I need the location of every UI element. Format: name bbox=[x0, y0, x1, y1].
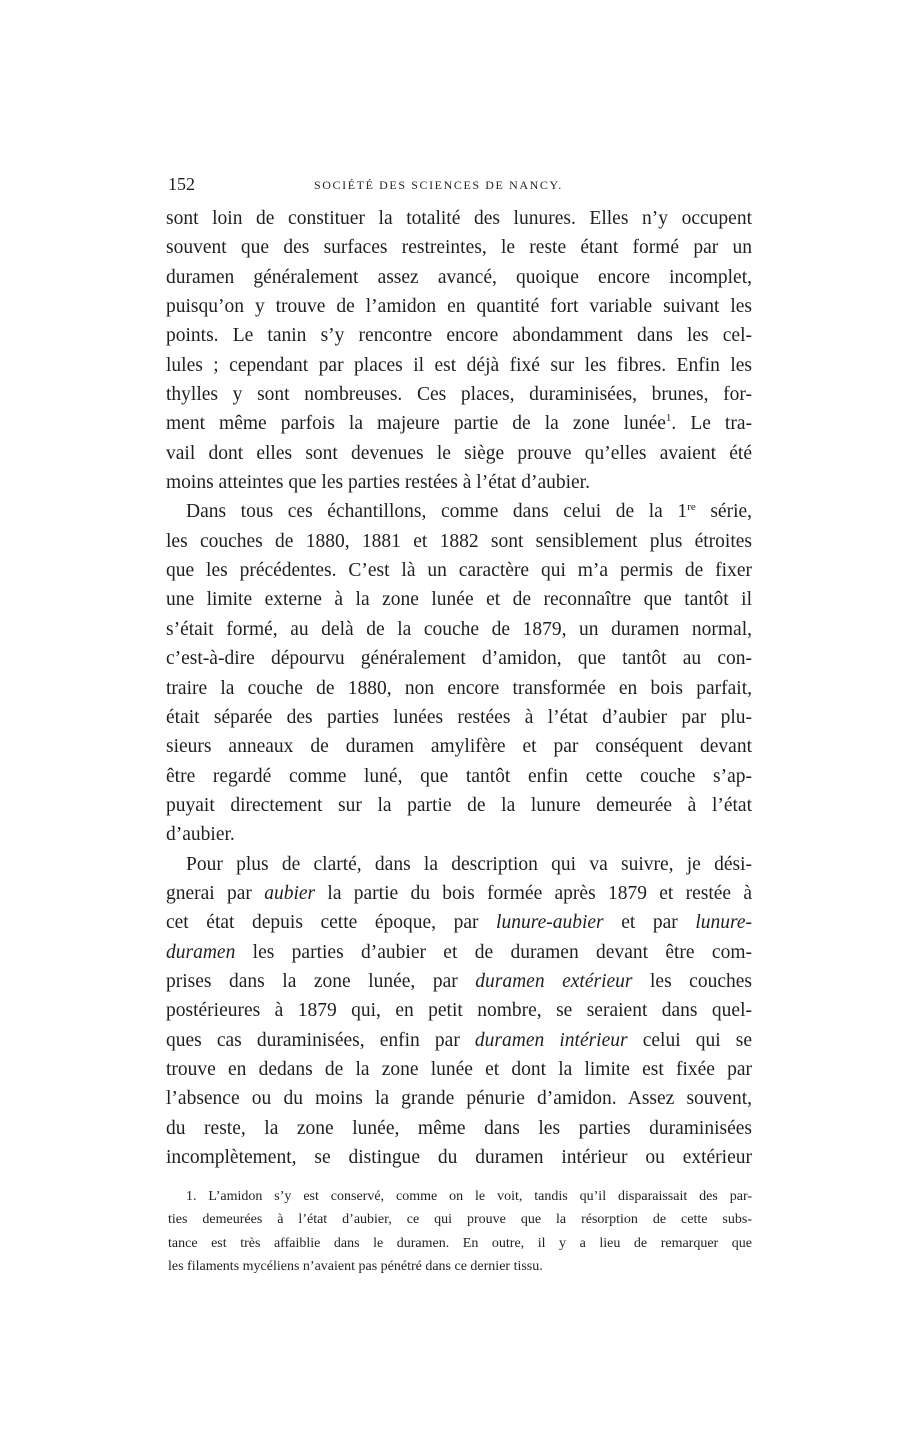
text-segment: ques cas duraminisées, enfin par bbox=[166, 1029, 475, 1051]
text-segment: les parties d’aubier et de duramen devant être com- bbox=[235, 941, 752, 963]
text-line: moins atteintes que les parties restées à l’état d’aubier. bbox=[166, 472, 590, 494]
footnote bbox=[168, 1185, 752, 1278]
text-line: être regardé comme luné, que tantôt enfin cette couche s’ap- bbox=[166, 765, 752, 787]
text-segment: Dans tous ces échantillons, comme dans celui de la 1 bbox=[186, 501, 688, 523]
running-header bbox=[168, 174, 752, 196]
text-line: était séparée des parties lunées restées à l’état d’aubier par plu- bbox=[166, 706, 752, 728]
text-line bbox=[166, 908, 752, 937]
text-line: Pour plus de clarté, dans la description qui va suivre, je dési- bbox=[186, 853, 752, 875]
text-line: lules ; cependant par places il est déjà fixé sur les fibres. Enfin les bbox=[166, 354, 752, 376]
text-line: points. Le tanin s’y rencontre encore abondamment dans les cel- bbox=[166, 325, 752, 347]
text-segment: . Le tra- bbox=[671, 413, 752, 435]
text-line: incomplètement, se distingue du duramen intérieur ou extérieur bbox=[166, 1147, 752, 1168]
text-line bbox=[166, 879, 752, 908]
text-line: sieurs anneaux de duramen amylifère et par conséquent devant bbox=[166, 736, 752, 758]
text-segment: et par bbox=[603, 912, 696, 934]
text-line: c’est-à-dire dépourvu généralement d’amidon, que tantôt au con- bbox=[166, 648, 752, 670]
text-line: traire la couche de 1880, non encore transformée en bois parfait, bbox=[166, 677, 752, 699]
text-line: puisqu’on y trouve de l’amidon en quantité fort variable suivant les bbox=[166, 296, 752, 318]
text-line: s’était formé, au delà de la couche de 1879, un duramen normal, bbox=[166, 618, 752, 640]
text-line: postérieures à 1879 qui, en petit nombre, se seraient dans quel- bbox=[166, 1000, 752, 1022]
text-line: les couches de 1880, 1881 et 1882 sont sensiblement plus étroites bbox=[166, 530, 752, 552]
text-line: sont loin de constituer la totalité des lunures. Elles n’y occupent bbox=[166, 208, 752, 229]
text-line bbox=[166, 938, 752, 967]
italic-term: aubier bbox=[264, 882, 316, 904]
italic-term: duramen bbox=[166, 941, 236, 963]
running-title: SOCIÉTÉ DES SCIENCES DE NANCY. bbox=[314, 178, 563, 192]
text-line bbox=[166, 409, 752, 438]
text-line: d’aubier. bbox=[166, 824, 235, 846]
italic-term: duramen intérieur bbox=[474, 1029, 628, 1051]
italic-term: lunure- bbox=[695, 912, 752, 934]
italic-term: duramen extérieur bbox=[475, 970, 633, 992]
text-segment: la partie du bois formée après 1879 et restée à bbox=[315, 882, 752, 904]
text-segment: série, bbox=[695, 501, 753, 523]
text-line: souvent que des surfaces restreintes, le reste étant formé par un bbox=[166, 237, 752, 259]
text-line: une limite externe à la zone lunée et de reconnaître que tantôt il bbox=[166, 589, 752, 611]
text-line: thylles y sont nombreuses. Ces places, duraminisées, brunes, for- bbox=[166, 384, 752, 406]
footnote-line: 1. L’amidon s’y est conservé, comme on le voit, tandis qu’il disparaissait des par- bbox=[186, 1189, 752, 1204]
text-segment: celui qui se bbox=[627, 1029, 752, 1051]
text-segment: gnerai par bbox=[166, 882, 265, 904]
text-line: l’absence ou du moins la grande pénurie d’amidon. Assez souvent, bbox=[166, 1088, 752, 1110]
text-line: trouve en dedans de la zone lunée et dont la limite est fixée par bbox=[166, 1058, 752, 1080]
text-segment: prises dans la zone lunée, par bbox=[166, 970, 476, 992]
text-line: du reste, la zone lunée, même dans les parties duraminisées bbox=[166, 1117, 752, 1139]
footnote-line: ties demeurées à l’état d’aubier, ce qui prouve que la résorption de cette subs- bbox=[168, 1212, 752, 1228]
page-number: 152 bbox=[168, 174, 195, 194]
text-line bbox=[166, 967, 752, 996]
text-segment: cet état depuis cette époque, par bbox=[166, 912, 497, 934]
text-line bbox=[166, 1026, 752, 1055]
text-segment: ment même parfois la majeure partie de la zone lunée bbox=[166, 413, 666, 435]
footnote-line: tance est très affaiblie dans le duramen. En outre, il y a lieu de remarquer que bbox=[168, 1235, 752, 1251]
italic-term: lunure-aubier bbox=[496, 912, 604, 934]
text-line: vail dont elles sont devenues le siège prouve qu’elles avaient été bbox=[166, 442, 752, 464]
text-line: duramen généralement assez avancé, quoique encore incomplet, bbox=[166, 266, 752, 288]
text-segment: les couches bbox=[632, 970, 752, 992]
footnote-line: les filaments mycéliens n’avaient pas pénétré dans ce dernier tissu. bbox=[168, 1258, 543, 1274]
body-text bbox=[166, 204, 752, 1172]
text-line: que les précédentes. C’est là un caractère qui m’a permis de fixer bbox=[166, 560, 752, 582]
text-line: puyait directement sur la partie de la lunure demeurée à l’état bbox=[166, 794, 752, 816]
text-line bbox=[166, 497, 752, 526]
footnote-marker: 1 bbox=[665, 412, 672, 425]
superscript: re bbox=[687, 501, 696, 514]
